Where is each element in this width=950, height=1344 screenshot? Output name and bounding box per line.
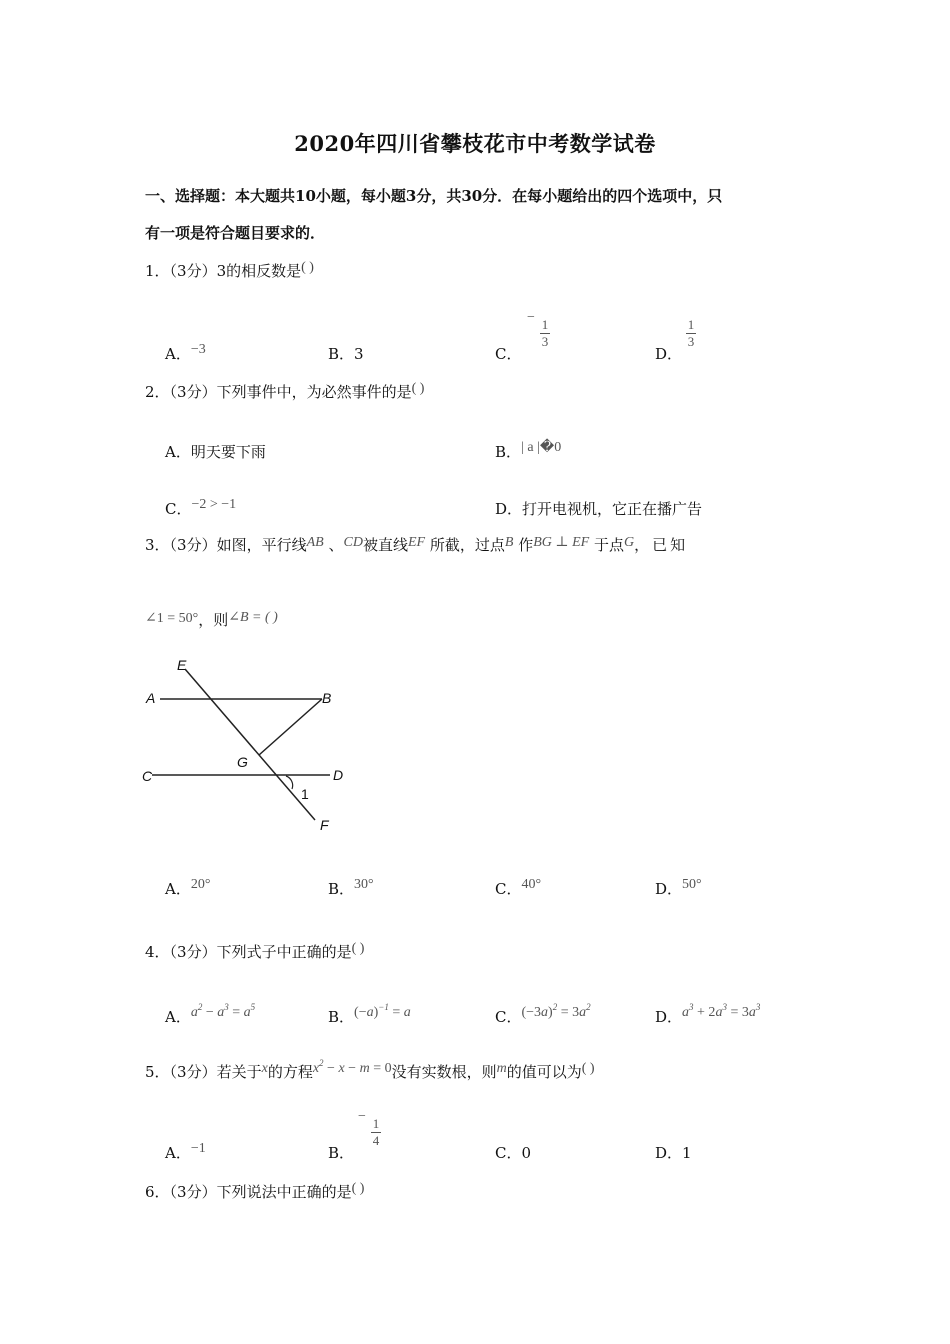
question-2 xyxy=(145,381,424,402)
q1-option-a[interactable]: A．−3 xyxy=(165,342,206,363)
q5-option-d[interactable]: D．1 xyxy=(655,1144,692,1162)
q2-option-d-value: 打开电视机，它正在播广告 xyxy=(522,500,703,518)
q3-option-d[interactable]: D．50° xyxy=(655,877,702,898)
q5-option-c[interactable]: C．0 xyxy=(495,1144,532,1162)
page-title: 2020年四川省攀枝花市中考数学试卷 xyxy=(294,131,656,156)
q2-option-a[interactable]: A．明天要下雨 xyxy=(165,443,266,461)
q5-option-b[interactable]: B． xyxy=(328,1144,355,1162)
question-3-line2: ∠1 = 50°，则∠B = ( ) xyxy=(145,610,278,629)
label-e: E xyxy=(177,657,187,673)
q1-option-d-fraction: $\frac{1}{3}$ xyxy=(687,317,695,349)
label-f: F xyxy=(320,817,329,833)
question-4: 4．（3分）下列式子中正确的是( ) xyxy=(145,941,365,961)
q1-option-b-value: 3 xyxy=(354,345,364,363)
q2-option-a-value: 明天要下雨 xyxy=(190,443,266,461)
label-b: B xyxy=(322,690,332,706)
q2-option-c-value: −2 > −1 xyxy=(191,497,237,512)
q4-option-c[interactable]: C．$(-3a)^2 = 3a^2$ xyxy=(495,1002,591,1026)
segment-bg xyxy=(259,699,322,755)
question-6: 6．（3分）下列说法中正确的是( ) xyxy=(145,1181,365,1201)
q2-option-b[interactable]: B．| a |�0 xyxy=(495,440,562,461)
label-c: C xyxy=(142,768,153,784)
question-1 xyxy=(145,260,314,281)
q2-option-d[interactable]: D．打开电视机，它正在播广告 xyxy=(495,500,703,518)
label-a: A xyxy=(146,690,156,706)
label-g: G xyxy=(237,754,248,770)
q1-option-c-fraction: − $\frac{1}{3}$ xyxy=(527,310,549,349)
q4-option-a[interactable]: A．$a^2 - a^3 = a^5$ xyxy=(165,1002,256,1026)
question-3: 3．（3分）如图，平行线AB 、CD被直线EF 所截，过点B 作BG ⊥ EF 于点G，已知 xyxy=(145,535,689,554)
q2-option-c[interactable]: C．−2 > −1 xyxy=(165,497,237,518)
q2-blank: ( ) xyxy=(411,381,425,396)
q3-option-a[interactable]: A．20° xyxy=(165,877,211,898)
section-heading-line1: 一、选择题：本大题共10小题，每小题3分，共30分．在每小题给出的四个选项中，只 xyxy=(145,187,723,205)
q1-option-d[interactable]: D． xyxy=(655,345,683,363)
q1-option-a-value: −3 xyxy=(190,342,206,357)
q3-figure xyxy=(140,655,360,840)
question-5: 5．（3分）若关于x的方程$x^2 - x - m = 0$没有实数根，则m的值可以为( ) xyxy=(145,1058,595,1081)
q1-stem: 1．（3分）3的相反数是 xyxy=(145,262,302,280)
q1-option-c[interactable]: C． xyxy=(495,345,522,363)
q3-option-c[interactable]: C．40° xyxy=(495,877,542,898)
q5-option-b-fraction: − $\frac{1}{4}$ xyxy=(358,1109,380,1148)
section-heading-line2: 有一项是符合题目要求的． xyxy=(145,224,326,242)
q5-option-a[interactable]: A．−1 xyxy=(165,1141,206,1162)
q2-stem: 2．（3分）下列事件中，为必然事件的是 xyxy=(145,383,412,401)
label-angle-1: 1 xyxy=(301,786,309,802)
q4-option-b[interactable]: B．$(-a)^{-1} = a$ xyxy=(328,1002,411,1026)
q1-blank: ( ) xyxy=(301,260,314,275)
q3-option-b[interactable]: B．30° xyxy=(328,877,374,898)
label-d: D xyxy=(333,767,344,783)
q2-option-b-value: | a |�0 xyxy=(521,440,562,455)
q1-option-b[interactable]: B．3 xyxy=(328,345,364,363)
q4-option-d[interactable]: D．$a^3 + 2a^3 = 3a^3$ xyxy=(655,1002,761,1026)
line-ef xyxy=(185,669,315,820)
